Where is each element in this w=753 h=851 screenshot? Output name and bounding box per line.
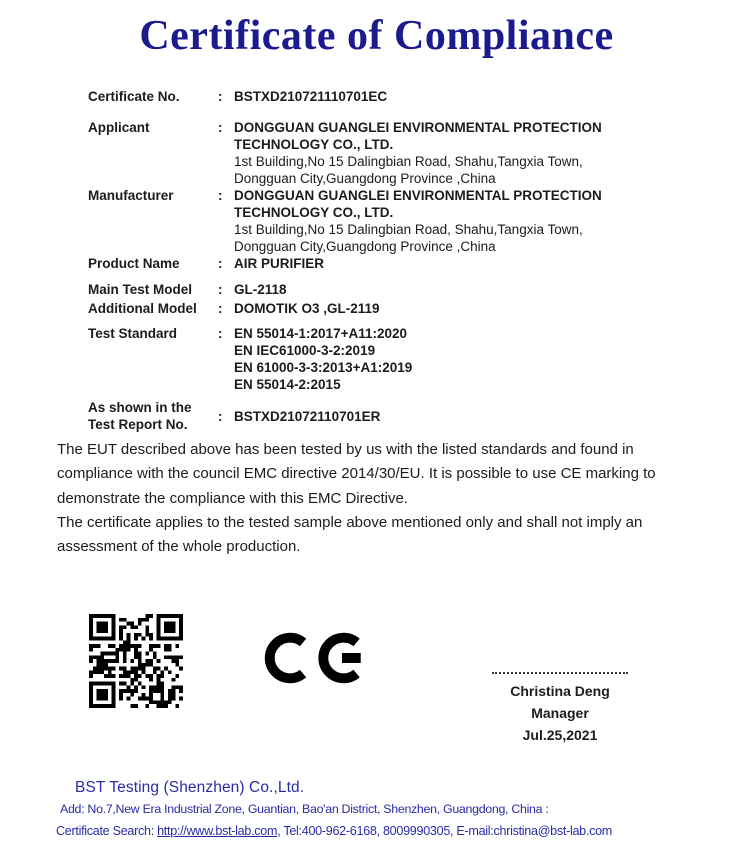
footer-address: Add: No.7,New Era Industrial Zone, Guantian, Bao'an District, Shenzhen, Guangdong, China : (60, 802, 549, 816)
field-row (88, 281, 688, 298)
field-row (88, 300, 688, 317)
compliance-statement (57, 438, 677, 559)
field-colon: : (218, 301, 223, 316)
page-title: Certificate of Compliance (139, 13, 614, 59)
field-label: Manufacturer (88, 188, 174, 203)
footer-contact: , Tel:400-962-6168, 8009990305, E-mail:christina@bst-lab.com (277, 824, 612, 838)
footer-company: BST Testing (Shenzhen) Co.,Ltd. (75, 779, 305, 796)
field-row (88, 255, 688, 272)
certificate-fields (88, 88, 688, 433)
field-value: DONGGUAN GUANGLEI ENVIRONMENTAL PROTECTION TECHNOLOGY CO., LTD. 1st Building,No 15 Dalingbian Road, Shahu,Tangxia Town, Dongguan City,Guangdong Province ,China (234, 120, 602, 186)
field-colon: : (218, 89, 223, 104)
field-label: Product Name (88, 256, 180, 271)
ce-marking-icon (264, 619, 368, 697)
field-row (88, 119, 688, 187)
field-label: Main Test Model (88, 282, 193, 297)
field-label: Certificate No. (88, 89, 180, 104)
statement-paragraph-1: The EUT described above has been tested by us with the listed standards and found in compliance with the council EMC directive 2014/30/EU. It is possible to use CE marking to demonstrate the compliance with this EMC Directive. (57, 441, 656, 507)
field-row (88, 399, 688, 433)
field-value: AIR PURIFIER (234, 256, 325, 271)
field-colon: : (218, 408, 223, 424)
field-row (88, 325, 688, 393)
field-label: Test Standard (88, 326, 178, 341)
field-value: BSTXD210721110701EC (234, 89, 388, 104)
footer-search-line (56, 824, 612, 838)
field-colon: : (218, 120, 223, 135)
signature-block (470, 672, 650, 746)
field-label: Applicant (88, 120, 150, 135)
field-row (88, 187, 688, 255)
field-row (88, 88, 688, 105)
field-label: Additional Model (88, 301, 197, 316)
certificate-search-label: Certificate Search: (56, 824, 158, 838)
qr-code (89, 614, 183, 708)
signature-dotted-line (492, 672, 628, 674)
field-colon: : (218, 256, 223, 271)
field-value: GL-2118 (234, 282, 287, 297)
field-value: BSTXD21072110701ER (234, 408, 381, 424)
field-value: EN 55014-1:2017+A11:2020 EN IEC61000-3-2:2019 EN 61000-3-3:2013+A1:2019 EN 55014-2:2015 (234, 326, 413, 392)
field-value: DOMOTIK O3 ,GL-2119 (234, 301, 380, 316)
statement-paragraph-2: The certificate applies to the tested sample above mentioned only and shall not imply an assessment of the whole production. (57, 513, 643, 556)
certificate-search-url[interactable]: http://www.bst-lab.com (157, 824, 278, 838)
field-colon: : (218, 188, 223, 203)
field-colon: : (218, 282, 223, 297)
field-colon: : (218, 326, 223, 341)
field-label: As shown in the Test Report No. (88, 400, 192, 432)
signatory-name: Christina Deng (510, 683, 610, 699)
signatory-role: Manager (531, 705, 589, 721)
field-value: DONGGUAN GUANGLEI ENVIRONMENTAL PROTECTION TECHNOLOGY CO., LTD. 1st Building,No 15 Dalingbian Road, Shahu,Tangxia Town, Dongguan City,Guangdong Province ,China (234, 188, 602, 254)
issue-date: Jul.25,2021 (522, 727, 598, 743)
